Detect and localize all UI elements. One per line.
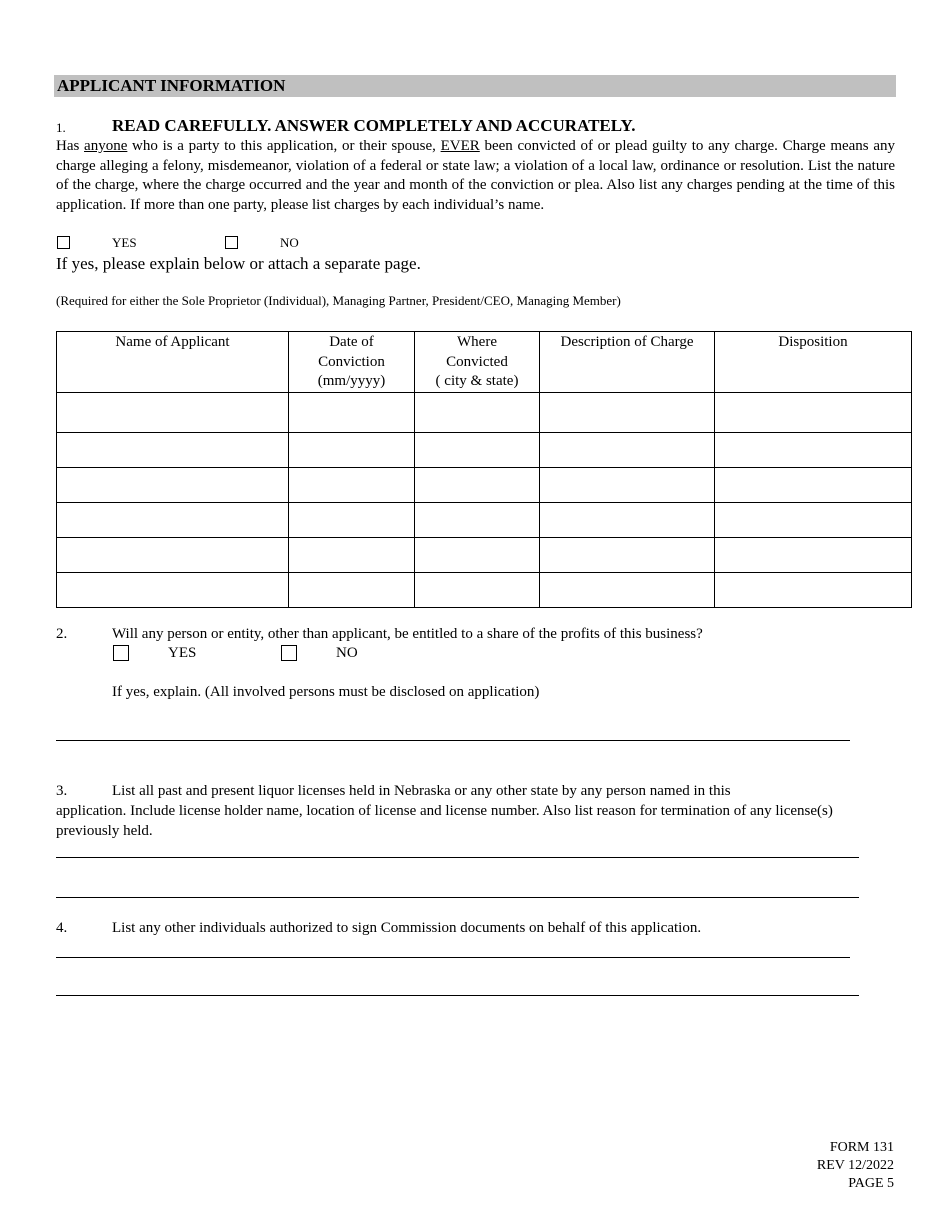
q1-required-note: (Required for either the Sole Proprietor (Individual), Managing Partner, President/CEO, Managing Member) [56,293,621,308]
table-cell[interactable] [289,537,415,572]
table-cell[interactable] [715,537,912,572]
q4-text: List any other individuals authorized to sign Commission documents on behalf of this application. [112,920,702,936]
header-description-of-charge: Description of Charge [540,332,715,393]
q1-yes-checkbox[interactable] [57,236,70,249]
table-cell[interactable] [415,572,540,607]
header-name-of-applicant: Name of Applicant [57,332,289,393]
header-where-convicted: Where Convicted ( city & state) [415,332,540,393]
table-cell[interactable] [540,432,715,467]
q2-no-checkbox[interactable] [281,645,297,661]
table-cell[interactable] [540,537,715,572]
table-cell[interactable] [415,432,540,467]
q4-answer-line-2[interactable] [56,995,859,996]
table-row [57,392,912,432]
q3-number: 3. [56,783,68,799]
table-cell[interactable] [540,467,715,502]
q1-heading: READ CAREFULLY. ANSWER COMPLETELY AND ACCURATELY. [112,116,636,135]
table-cell[interactable] [715,467,912,502]
section-title: APPLICANT INFORMATION [54,75,896,97]
q1-explain: If yes, please explain below or attach a separate page. [56,254,421,273]
table-cell[interactable] [415,537,540,572]
table-cell[interactable] [289,572,415,607]
q4-answer-line-1[interactable] [56,957,850,958]
page-number: PAGE 5 [848,1176,894,1191]
table-cell[interactable] [57,537,289,572]
q3-text-first: List all past and present liquor licenses held in Nebraska or any other state by any person named in this [112,783,731,799]
q2-yes-checkbox[interactable] [113,645,129,661]
charges-table [56,331,912,608]
table-cell[interactable] [415,467,540,502]
table-cell[interactable] [415,392,540,432]
q2-yes-label: YES [168,645,197,661]
table-cell[interactable] [715,432,912,467]
q3-answer-line-1[interactable] [56,857,859,858]
q3-answer-line-2[interactable] [56,897,859,898]
q1-number: 1. [56,120,66,135]
header-disposition: Disposition [715,332,912,393]
table-cell[interactable] [415,502,540,537]
table-cell[interactable] [57,467,289,502]
q2-number: 2. [56,626,68,642]
table-cell[interactable] [289,392,415,432]
table-row [57,572,912,607]
q1-no-label: NO [280,235,299,250]
table-cell[interactable] [57,502,289,537]
q3-text-rest: application. Include license holder name, location of license and license number. Also list reason for termination of any license(s) previously held. [56,803,833,839]
table-cell[interactable] [57,572,289,607]
q2-no-label: NO [336,645,358,661]
table-row [57,502,912,537]
q2-answer-line[interactable] [56,740,850,741]
table-cell[interactable] [57,392,289,432]
table-row [57,467,912,502]
table-cell[interactable] [540,392,715,432]
table-cell[interactable] [715,502,912,537]
q1-no-checkbox[interactable] [225,236,238,249]
q4-number: 4. [56,920,68,936]
table-row [57,432,912,467]
table-cell[interactable] [715,572,912,607]
form-number: FORM 131 [829,1140,894,1155]
table-cell[interactable] [289,502,415,537]
header-date-of-conviction: Date of Conviction (mm/yyyy) [289,332,415,393]
q2-question: Will any person or entity, other than applicant, be entitled to a share of the profits of this business? [112,626,703,642]
table-cell[interactable] [57,432,289,467]
table-cell[interactable] [715,392,912,432]
q1-yes-label: YES [112,235,137,250]
form-revision: REV 12/2022 [816,1158,894,1173]
table-header-row [57,332,912,393]
table-cell[interactable] [289,467,415,502]
q2-explain: If yes, explain. (All involved persons must be disclosed on application) [112,684,540,700]
table-row [57,537,912,572]
table-cell[interactable] [540,572,715,607]
table-cell[interactable] [540,502,715,537]
form-footer [817,1139,894,1193]
q1-body: Has anyone who is a party to this application, or their spouse, EVER been convicted of or plead guilty to any charge. Charge means any charge alleging a felony, misdemeanor, violation of a federal or state law; a violation of a local law, ordinance or resolution. List the nature of the charge, where the charge occurred and the year and month of the conviction or plea. Also list any charges pending at the time of this application. If more than one party, please list charges by each individual’s name. [56,138,895,213]
table-cell[interactable] [289,432,415,467]
